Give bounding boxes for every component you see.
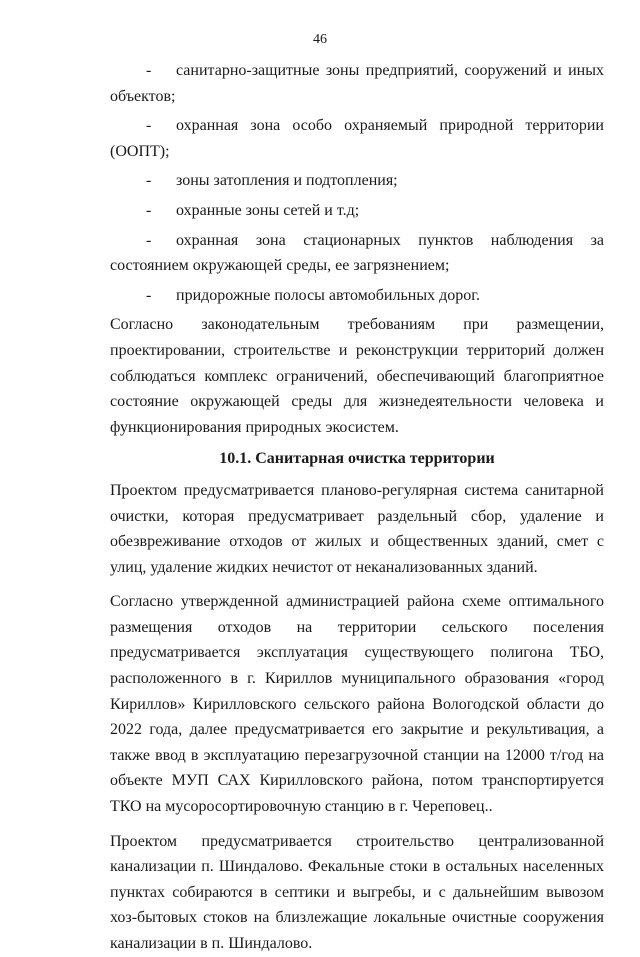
list-item <box>110 58 604 109</box>
list-item-text: охранная зона стационарных пунктов наблюдения за состоянием окружающей среды, ее загрязнением; <box>110 231 604 275</box>
section-heading: 10.1. Санитарная очистка территории <box>219 450 495 468</box>
page-number: 46 <box>313 32 327 47</box>
paragraph-gap <box>110 820 604 829</box>
paragraph: Проектом предусматривается строительство централизованной канализации п. Шиндалово. Фекальные стоки в остальных населенных пунктах собираются в септики и выгребы, и с дальнейшим вывозом хоз-бытовых стоков на близлежащие локальные очистные сооружения канализации в п. Шиндалово. <box>110 832 604 952</box>
bullet-marker: - <box>146 286 152 304</box>
list-item-text: зоны затопления и подтопления; <box>176 172 398 190</box>
bullet-marker: - <box>146 62 152 79</box>
list-item <box>110 113 604 164</box>
paragraph: Проектом предусматривается планово-регулярная система санитарной очистки, которая предусматривает раздельный сбор, удаление и обезвреживание отходов от жилых и общественных зданий, смет с улиц, удаление жидких нечистот от неканализованных зданий. <box>110 481 604 576</box>
bullet-marker: - <box>146 201 152 219</box>
paragraph-intro: Согласно законодательным требованиям при размещении, проектировании, строительстве и реконструкции территорий должен соблюдаться комплекс ограничений, обеспечивающий благоприятное состояние окружающей среды для жизнедеятельности человека и функционирования природных экосистем. <box>110 316 604 436</box>
bullet-marker: - <box>146 231 152 249</box>
bullet-marker: - <box>146 172 152 190</box>
list-item <box>110 168 604 194</box>
list-item-text: охранные зоны сетей и т.д; <box>176 201 360 219</box>
list-item <box>110 228 604 279</box>
list-item-text: охранная зона особо охраняемый природной территории (ООПТ); <box>110 117 604 160</box>
document-body <box>110 58 604 957</box>
list-item <box>110 198 604 224</box>
list-item-text: санитарно-защитные зоны предприятий, сооружений и иных объектов; <box>110 62 604 105</box>
paragraph: Согласно утвержденной администрацией района схеме оптимального размещения отходов на территории сельского поселения предусматривается эксплуатация существующего полигона ТБО, расположенного в г. Кириллов муниципального образования «город Кириллов» Кирилловского сельского района Вологодской области до 2022 года, далее предусматривается его закрытие и рекультивация, а также ввод в эксплуатацию перезагрузочной станции на 12000 т/год на объекте МУП САХ Кирилловского района, потом транспортируется ТКО на мусоросортировочную станцию в г. Череповец.. <box>110 593 604 816</box>
list-item <box>110 283 604 309</box>
list-item-text: придорожные полосы автомобильных дорог. <box>176 286 480 304</box>
bullet-marker: - <box>146 117 152 135</box>
paragraph-gap <box>110 580 604 589</box>
